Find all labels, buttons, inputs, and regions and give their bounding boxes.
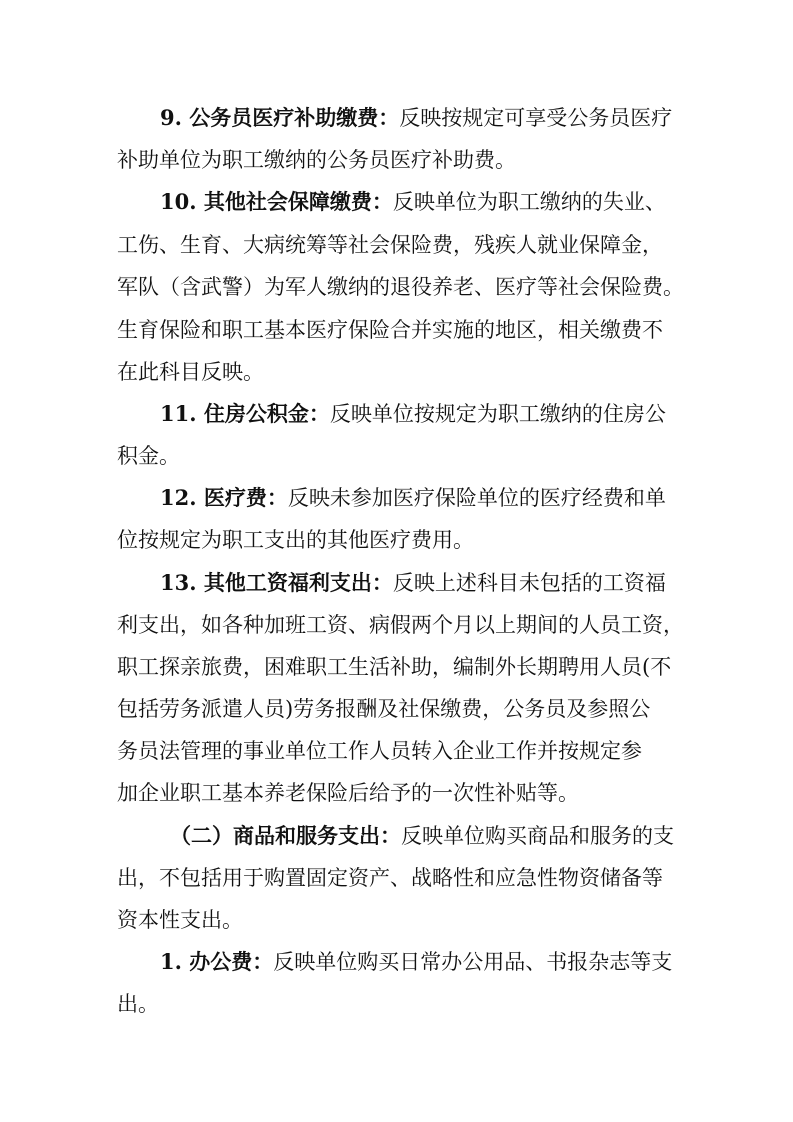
- section-heading: 1. 办公费：: [160, 949, 274, 974]
- section-heading: 11. 住房公积金：: [160, 401, 330, 426]
- section-heading: 9. 公务员医疗补助缴费：: [160, 105, 400, 130]
- paragraph-line: 职工探亲旅费，困难职工生活补助，编制外长期聘用人员(不: [117, 655, 672, 679]
- paragraph-line: 利支出，如各种加班工资、病假两个月以上期间的人员工资，: [117, 613, 684, 637]
- section-text: 反映未参加医疗保险单位的医疗经费和单: [287, 486, 666, 510]
- paragraph-line: 出。: [117, 992, 159, 1016]
- section-text: 反映上述科目未包括的工资福: [392, 571, 666, 595]
- paragraph-line: 在此科目反映。: [117, 360, 264, 384]
- paragraph-line: [170, 824, 674, 848]
- section-text: 反映单位按规定为职工缴纳的住房公: [329, 402, 666, 426]
- section-heading: 13. 其他工资福利支出：: [160, 570, 393, 595]
- section-text: 反映按规定可享受公务员医疗: [399, 106, 673, 130]
- paragraph-line: 务员法管理的事业单位工作人员转入企业工作并按规定参: [117, 739, 642, 763]
- paragraph-line: 补助单位为职工缴纳的公务员医疗补助费。: [117, 148, 516, 172]
- paragraph-line: 军队（含武警）为军人缴纳的退役养老、医疗等社会保险费。: [117, 275, 684, 299]
- paragraph-line: 工伤、生育、大病统筹等社会保险费，残疾人就业保障金，: [117, 233, 663, 257]
- paragraph-line: [160, 486, 666, 510]
- section-text: 反映单位购买日常办公用品、书报杂志等支: [273, 950, 673, 974]
- paragraph-line: [160, 950, 672, 974]
- paragraph-line: 生育保险和职工基本医疗保险合并实施的地区，相关缴费不: [117, 318, 663, 342]
- paragraph-line: [160, 190, 666, 214]
- section-heading: （二）商品和服务支出：: [170, 823, 401, 848]
- paragraph-line: 积金。: [117, 444, 180, 468]
- paragraph-line: 位按规定为职工支出的其他医疗费用。: [117, 528, 474, 552]
- paragraph-line: 出，不包括用于购置固定资产、战略性和应急性物资储备等: [117, 866, 663, 890]
- section-text: 反映单位购买商品和服务的支: [401, 824, 674, 848]
- section-heading: 10. 其他社会保障缴费：: [160, 189, 393, 214]
- paragraph-line: [160, 402, 666, 426]
- paragraph-line: [160, 571, 666, 595]
- paragraph-line: [160, 106, 672, 130]
- section-heading: 12. 医疗费：: [160, 485, 288, 510]
- paragraph-line: 资本性支出。: [117, 908, 243, 932]
- paragraph-line: 包括劳务派遣人员)劳务报酬及社保缴费，公务员及参照公: [117, 697, 651, 721]
- paragraph-line: 加企业职工基本养老保险后给予的一次性补贴等。: [117, 781, 579, 805]
- section-text: 反映单位为职工缴纳的失业、: [392, 190, 666, 214]
